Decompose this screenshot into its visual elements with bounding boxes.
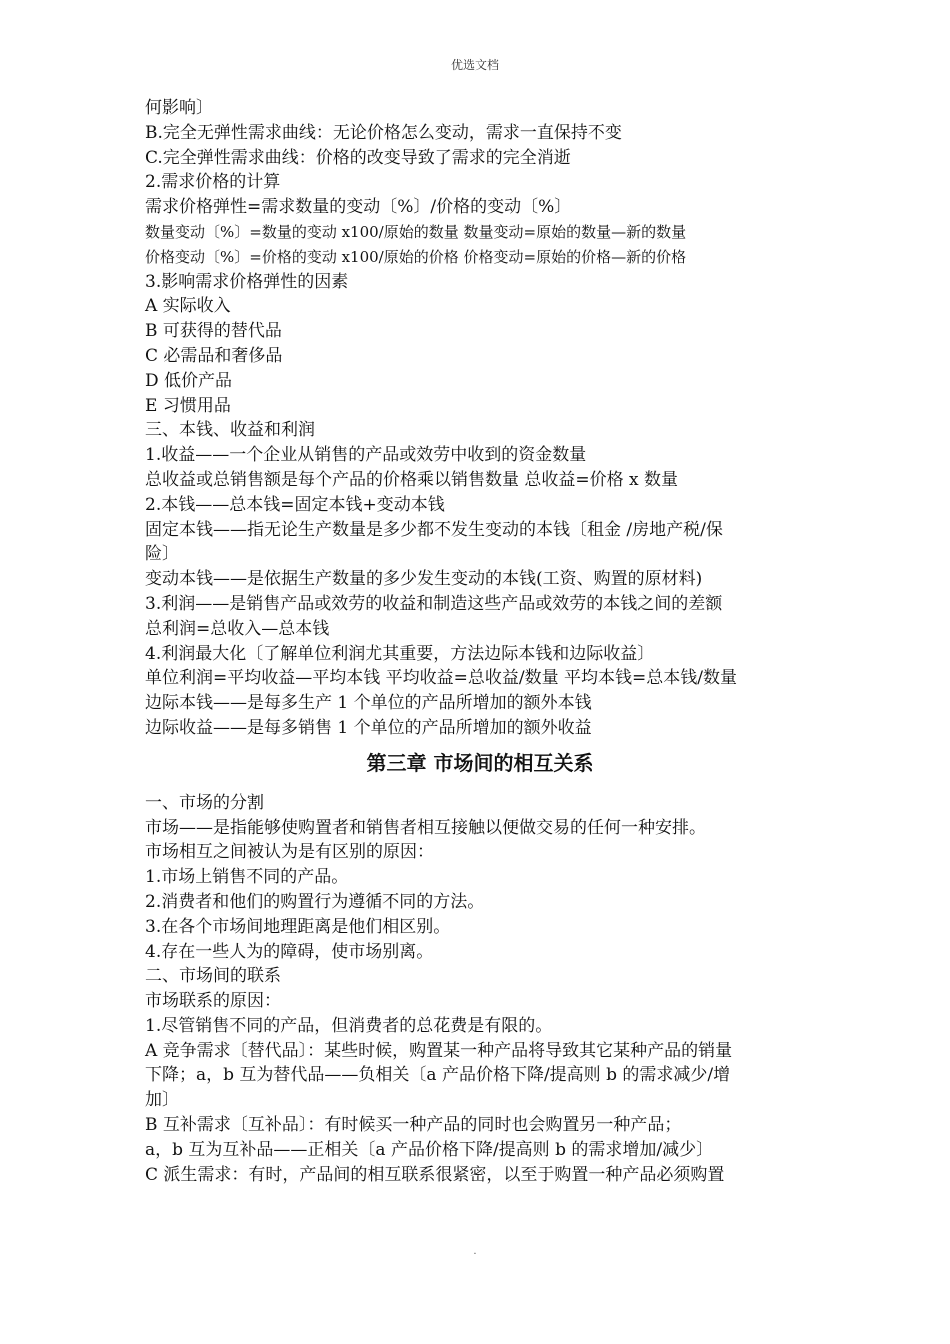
text-line: 变动本钱——是依据生产数量的多少发生变动的本钱(工资、购置的原材料) bbox=[145, 569, 703, 590]
text-line: 固定本钱——指无论生产数量是多少都不发生变动的本钱〔租金 /房地产税/保 bbox=[145, 519, 723, 540]
section-formulas bbox=[145, 220, 815, 270]
text-line: 市场联系的原因： bbox=[145, 991, 281, 1012]
text-line: a，b 互为互补品——正相关〔a 产品价格下降/提高则 b 的需求增加/减少〕 bbox=[145, 1139, 714, 1160]
text-line: E 习惯用品 bbox=[145, 395, 231, 416]
section-heading: 一、市场的分割 bbox=[145, 792, 264, 813]
text-line: 何影响〕 bbox=[145, 98, 213, 118]
text-line: 4.存在一些人为的障碍，使市场别离。 bbox=[145, 941, 434, 962]
text-line: 加〕 bbox=[145, 1090, 179, 1111]
formula-line: 数量变动〔%〕=数量的变动 x100/原始的数量 数量变动=原始的数量—新的数量 bbox=[145, 222, 687, 241]
text-line: B 互补需求〔互补品〕：有时候买一种产品的同时也会购置另一种产品； bbox=[145, 1115, 682, 1136]
text-line: 险〕 bbox=[145, 544, 179, 565]
text-line: 单位利润=平均收益—平均本钱 平均收益=总收益/数量 平均本钱=总本钱/数量 bbox=[145, 668, 737, 689]
text-line: 边际收益——是每多销售 1 个单位的产品所增加的额外收益 bbox=[145, 717, 592, 738]
text-line: B 可获得的替代品 bbox=[145, 321, 282, 342]
section-cost-revenue-profit bbox=[145, 270, 815, 741]
page-header: 优选文档 bbox=[450, 58, 499, 72]
text-line: A 实际收入 bbox=[145, 296, 231, 317]
text-line: 市场——是指能够使购置者和销售者相互接触以便做交易的任何一种安排。 bbox=[145, 817, 706, 838]
text-line: C 必需品和奢侈品 bbox=[145, 345, 283, 366]
text-line: 需求价格弹性=需求数量的变动〔%〕/价格的变动〔%〕 bbox=[145, 197, 572, 218]
text-line: 1.收益——一个企业从销售的产品或效劳中收到的资金数量 bbox=[145, 445, 587, 466]
text-line: 下降；a，b 互为替代品——负相关〔a 产品价格下降/提高则 b 的需求减少/增 bbox=[145, 1065, 731, 1086]
text-line: 3.影响需求价格弹性的因素 bbox=[145, 271, 349, 292]
section-market-relations bbox=[145, 791, 815, 1188]
text-line: 3.在各个市场间地理距离是他们相区别。 bbox=[145, 916, 451, 937]
section-elasticity-tail bbox=[145, 96, 815, 220]
text-line: 4.利润最大化〔了解单位利润尤其重要，方法边际本钱和边际收益〕 bbox=[145, 643, 655, 664]
text-line: 总收益或总销售额是每个产品的价格乘以销售数量 总收益=价格 x 数量 bbox=[145, 469, 679, 490]
text-line: D 低价产品 bbox=[145, 370, 233, 391]
formula-line: 价格变动〔%〕=价格的变动 x100/原始的价格 价格变动=原始的价格—新的价格 bbox=[145, 247, 687, 266]
section-heading: 三、本钱、收益和利润 bbox=[145, 420, 315, 441]
text-line: 边际本钱——是每多生产 1 个单位的产品所增加的额外本钱 bbox=[145, 693, 592, 714]
text-line: C 派生需求：有时，产品间的相互联系很紧密，以至于购置一种产品必须购置 bbox=[145, 1164, 725, 1185]
document-body bbox=[145, 96, 815, 1187]
page-footer: . bbox=[473, 1246, 477, 1257]
text-line: 1.市场上销售不同的产品。 bbox=[145, 867, 349, 888]
section-heading: 二、市场间的联系 bbox=[145, 966, 281, 987]
text-line: C.完全弹性需求曲线：价格的改变导致了需求的完全消逝 bbox=[145, 147, 571, 168]
text-line: A 竞争需求〔替代品〕：某些时候，购置某一种产品将导致其它某种产品的销量 bbox=[145, 1040, 733, 1061]
text-line: 2.本钱——总本钱=固定本钱+变动本钱 bbox=[145, 494, 445, 515]
text-line: 2.消费者和他们的购置行为遵循不同的方法。 bbox=[145, 891, 485, 912]
text-line: 1.尽管销售不同的产品，但消费者的总花费是有限的。 bbox=[145, 1015, 553, 1036]
text-line: 3.利润——是销售产品或效劳的收益和制造这些产品或效劳的本钱之间的差额 bbox=[145, 593, 723, 614]
text-line: 总利润=总收入—总本钱 bbox=[145, 618, 330, 639]
chapter-title: 第三章 市场间的相互关系 bbox=[366, 750, 594, 775]
text-line: 市场相互之间被认为是有区别的原因： bbox=[145, 842, 434, 863]
text-line: B.完全无弹性需求曲线：无论价格怎么变动，需求一直保持不变 bbox=[145, 122, 622, 143]
text-line: 2.需求价格的计算 bbox=[145, 172, 281, 193]
